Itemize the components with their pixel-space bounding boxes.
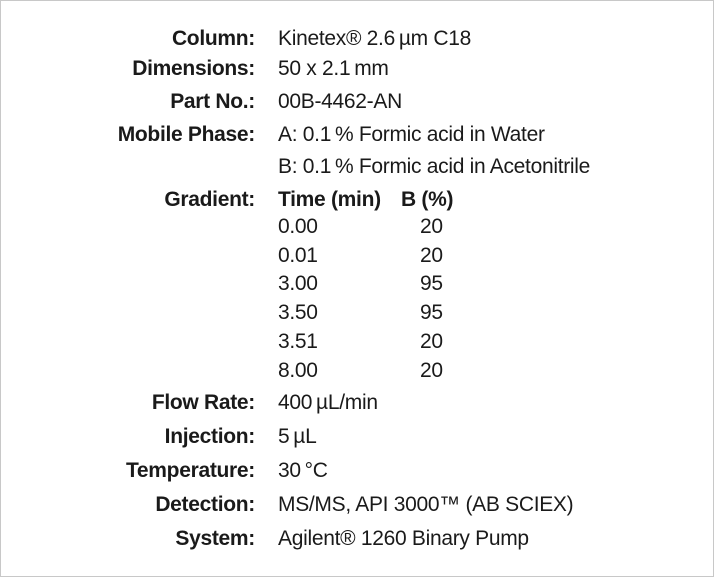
spec-row-dimensions bbox=[1, 54, 713, 84]
spec-label: Part No.: bbox=[170, 90, 255, 113]
gradient-row bbox=[1, 298, 713, 328]
spec-row-mobile-phase-b bbox=[1, 152, 713, 182]
gradient-b-header: B (%) bbox=[401, 188, 454, 211]
gradient-time: 3.00 bbox=[278, 272, 318, 295]
spec-value: A: 0.1 % Formic acid in Water bbox=[278, 123, 545, 146]
spec-value: 50 x 2.1 mm bbox=[278, 57, 389, 80]
spec-value: B: 0.1 % Formic acid in Acetonitrile bbox=[278, 155, 591, 178]
gradient-b: 20 bbox=[420, 359, 443, 382]
gradient-row bbox=[1, 241, 713, 271]
spec-label: Temperature: bbox=[125, 459, 255, 482]
gradient-row bbox=[1, 212, 713, 242]
gradient-row bbox=[1, 327, 713, 357]
gradient-b: 20 bbox=[420, 215, 443, 238]
spec-value: 400 µL/min bbox=[278, 391, 378, 414]
spec-row-injection bbox=[1, 422, 713, 452]
gradient-time-header: Time (min) bbox=[278, 188, 381, 211]
spec-value: MS/MS, API 3000™ (AB SCIEX) bbox=[278, 493, 574, 516]
spec-label: System: bbox=[175, 527, 255, 550]
spec-label: Mobile Phase: bbox=[117, 123, 255, 146]
gradient-b: 20 bbox=[420, 244, 443, 267]
spec-value: 30 °C bbox=[278, 459, 328, 482]
gradient-time: 3.51 bbox=[278, 330, 318, 353]
gradient-b: 95 bbox=[420, 272, 443, 295]
gradient-header-row bbox=[1, 185, 713, 215]
spec-row-temperature bbox=[1, 456, 713, 486]
gradient-label: Gradient: bbox=[164, 188, 255, 211]
gradient-time: 8.00 bbox=[278, 359, 318, 382]
gradient-row bbox=[1, 356, 713, 386]
spec-row-part-no bbox=[1, 87, 713, 117]
spec-value: Agilent® 1260 Binary Pump bbox=[278, 527, 529, 550]
spec-row-column bbox=[1, 24, 713, 54]
spec-row-mobile-phase bbox=[1, 120, 713, 150]
spec-label: Dimensions: bbox=[132, 57, 255, 80]
gradient-time: 3.50 bbox=[278, 301, 318, 324]
gradient-b: 95 bbox=[420, 301, 443, 324]
spec-label: Injection: bbox=[164, 425, 255, 448]
gradient-row bbox=[1, 269, 713, 299]
spec-label: Column: bbox=[171, 27, 255, 50]
spec-label: Flow Rate: bbox=[151, 391, 255, 414]
gradient-time: 0.00 bbox=[278, 215, 318, 238]
spec-label: Detection: bbox=[155, 493, 255, 516]
gradient-time: 0.01 bbox=[278, 244, 318, 267]
spec-value: Kinetex® 2.6 µm C18 bbox=[278, 27, 472, 50]
spec-value: 00B-4462-AN bbox=[278, 90, 402, 113]
spec-row-flow-rate bbox=[1, 388, 713, 418]
spec-value: 5 µL bbox=[278, 425, 317, 448]
gradient-b: 20 bbox=[420, 330, 443, 353]
spec-row-system bbox=[1, 524, 713, 554]
spec-row-detection bbox=[1, 490, 713, 520]
